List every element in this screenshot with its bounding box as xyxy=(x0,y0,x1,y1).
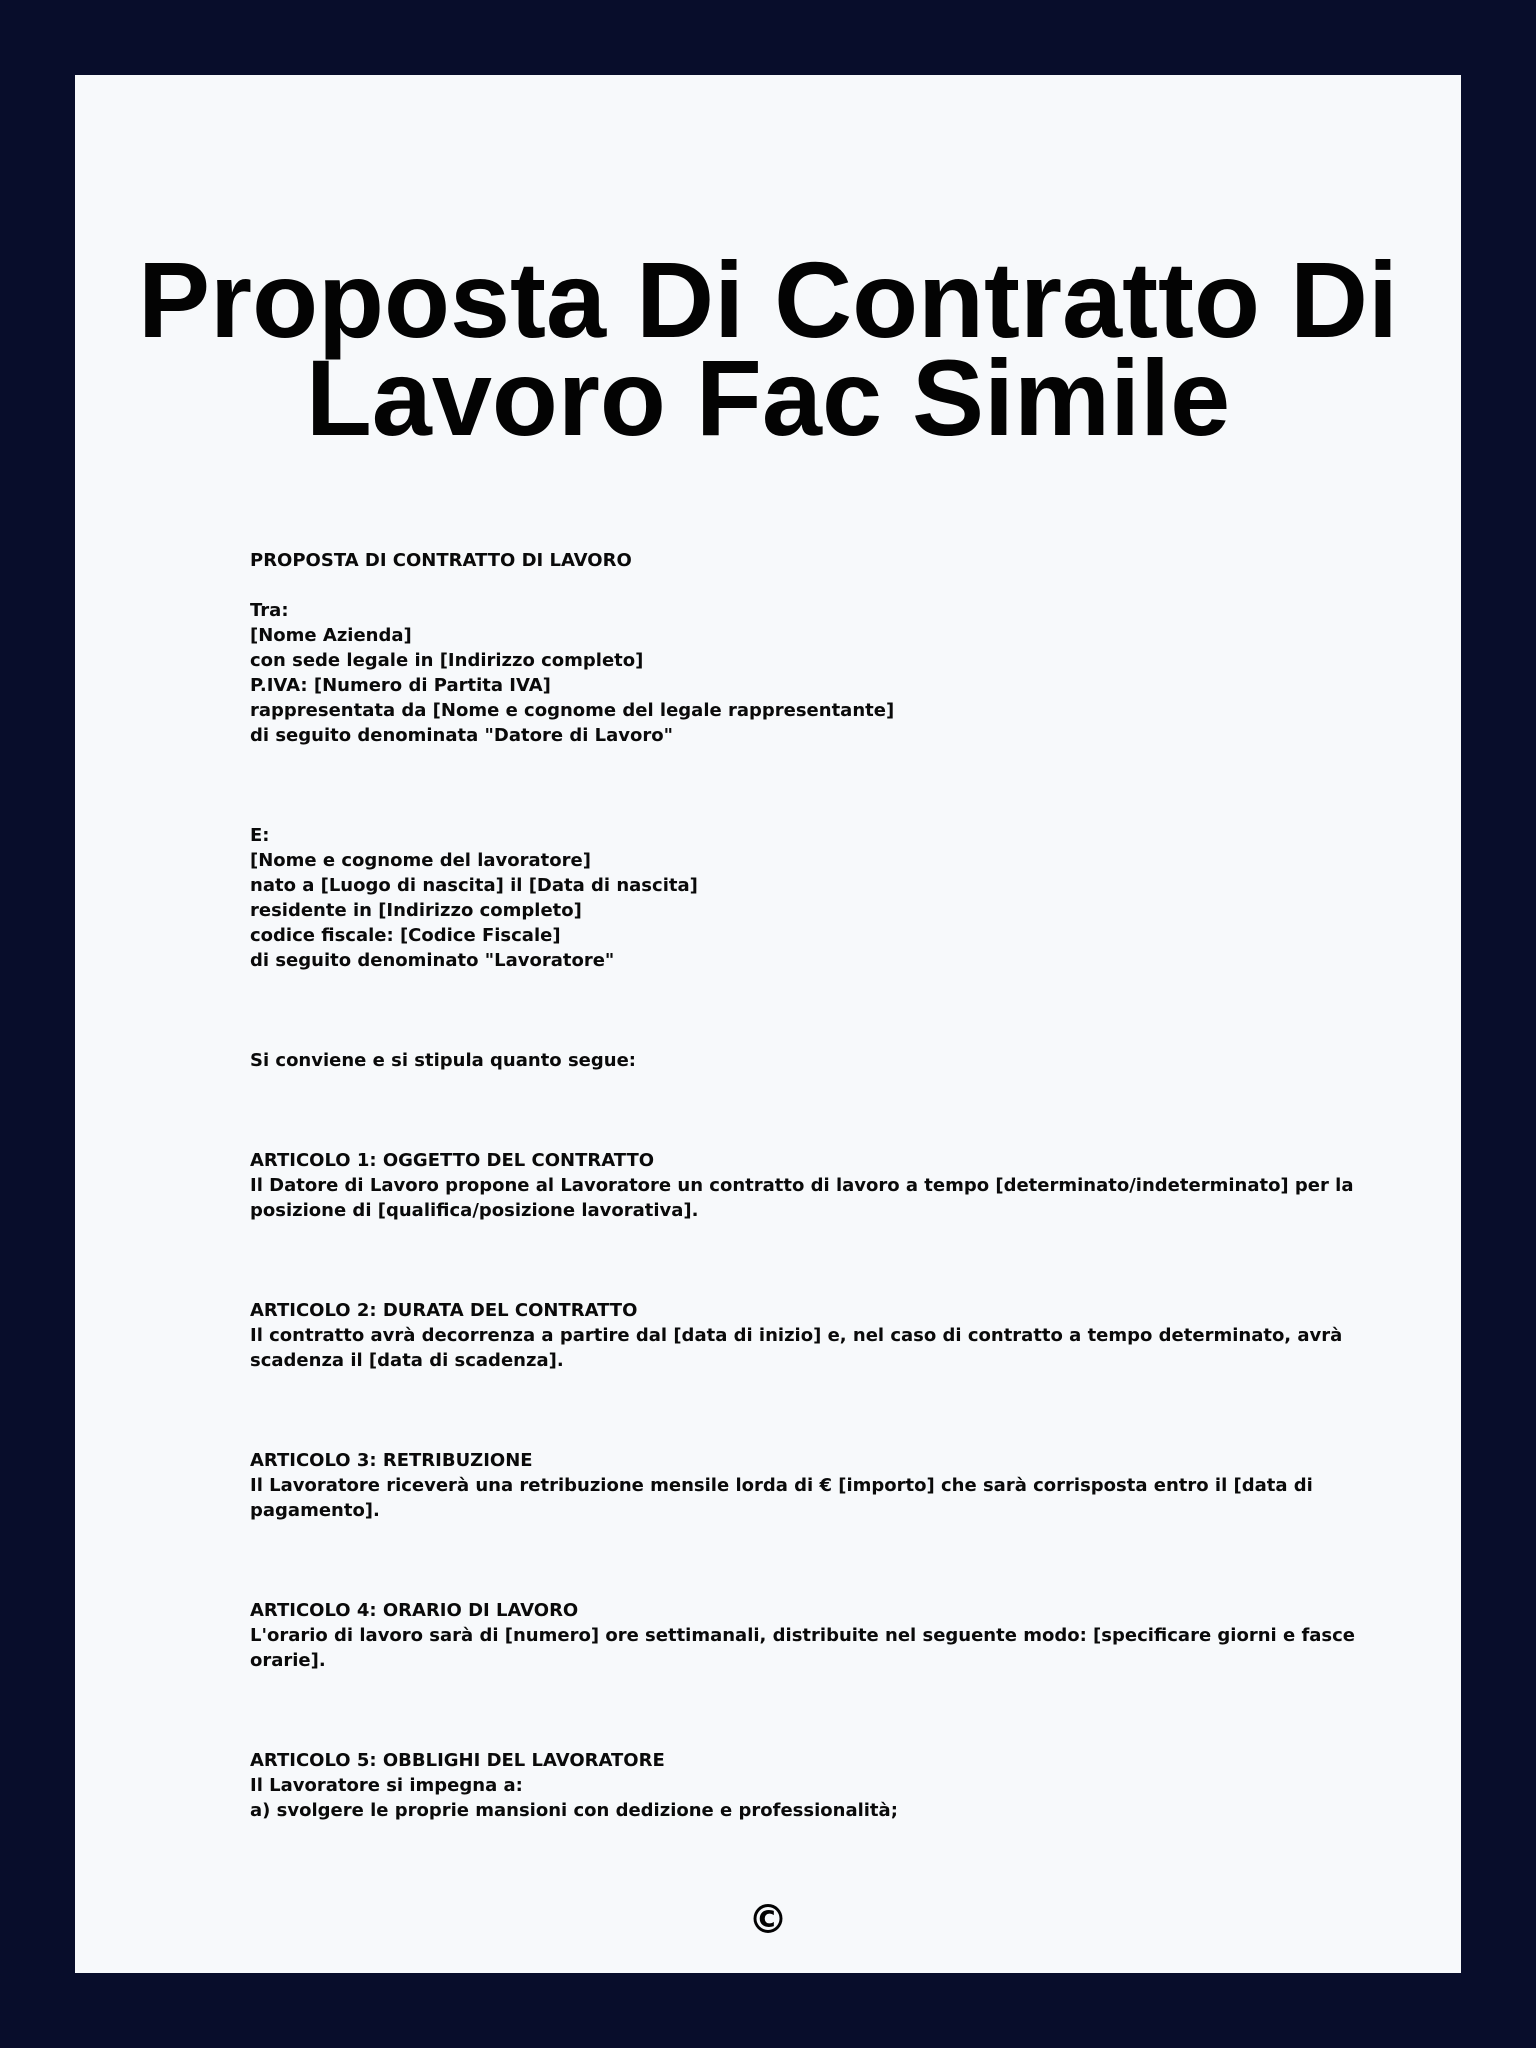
article-title: ARTICOLO 2: DURATA DEL CONTRATTO xyxy=(250,1300,638,1321)
article-2 xyxy=(250,1298,1370,1373)
party-worker-designation: di seguito denominato "Lavoratore" xyxy=(250,950,615,971)
article-text: Il Datore di Lavoro propone al Lavoratore un contratto di lavoro a tempo [determinato/indeterminato] per la posizione di [qualifica/posizione lavorativa]. xyxy=(250,1175,1360,1221)
agreement-statement: Si conviene e si stipula quanto segue: xyxy=(250,1050,636,1071)
article-title: ARTICOLO 1: OGGETTO DEL CONTRATTO xyxy=(250,1150,655,1171)
article-title: ARTICOLO 4: ORARIO DI LAVORO xyxy=(250,1600,579,1621)
party-employer-name: [Nome Azienda] xyxy=(250,625,412,646)
party-employer-vat: P.IVA: [Numero di Partita IVA] xyxy=(250,675,551,696)
copyright-icon: © xyxy=(748,1897,788,1943)
article-title: ARTICOLO 5: OBBLIGHI DEL LAVORATORE xyxy=(250,1750,665,1771)
article-title: ARTICOLO 3: RETRIBUZIONE xyxy=(250,1450,533,1471)
party-employer xyxy=(250,598,1370,748)
party-employer-intro: Tra: xyxy=(250,600,289,621)
article-3 xyxy=(250,1448,1370,1523)
article-text: L'orario di lavoro sarà di [numero] ore settimanali, distribuite nel seguente modo: [specificare giorni e fasce orarie]. xyxy=(250,1625,1362,1671)
party-worker xyxy=(250,823,1370,973)
party-worker-intro: E: xyxy=(250,825,270,846)
article-text: Il contratto avrà decorrenza a partire dal [data di inizio] e, nel caso di contratto a tempo determinato, avrà scadenza il [data di scadenza]. xyxy=(250,1325,1349,1371)
contract-heading: PROPOSTA DI CONTRATTO DI LAVORO xyxy=(250,550,632,571)
article-text: Il Lavoratore riceverà una retribuzione mensile lorda di € [importo] che sarà corrisposta entro il [data di pagamento]. xyxy=(250,1475,1320,1521)
document-page xyxy=(75,75,1461,1973)
party-worker-residence: residente in [Indirizzo completo] xyxy=(250,900,582,921)
article-5 xyxy=(250,1748,1370,1823)
party-employer-representative: rappresentata da [Nome e cognome del legale rappresentante] xyxy=(250,700,895,721)
party-worker-name: [Nome e cognome del lavoratore] xyxy=(250,850,591,871)
party-employer-designation: di seguito denominata "Datore di Lavoro" xyxy=(250,725,673,746)
article-1 xyxy=(250,1148,1370,1223)
contract-body xyxy=(250,548,1370,1823)
article-text: Il Lavoratore si impegna a: xyxy=(250,1775,523,1796)
party-worker-tax-code: codice fiscale: [Codice Fiscale] xyxy=(250,925,561,946)
article-4 xyxy=(250,1598,1370,1673)
party-worker-birth: nato a [Luogo di nascita] il [Data di nascita] xyxy=(250,875,698,896)
party-employer-address: con sede legale in [Indirizzo completo] xyxy=(250,650,644,671)
page-title: Proposta Di Contratto Di Lavoro Fac Simile xyxy=(138,239,1398,458)
article-list-item: a) svolgere le proprie mansioni con dedizione e professionalità; xyxy=(250,1800,898,1821)
